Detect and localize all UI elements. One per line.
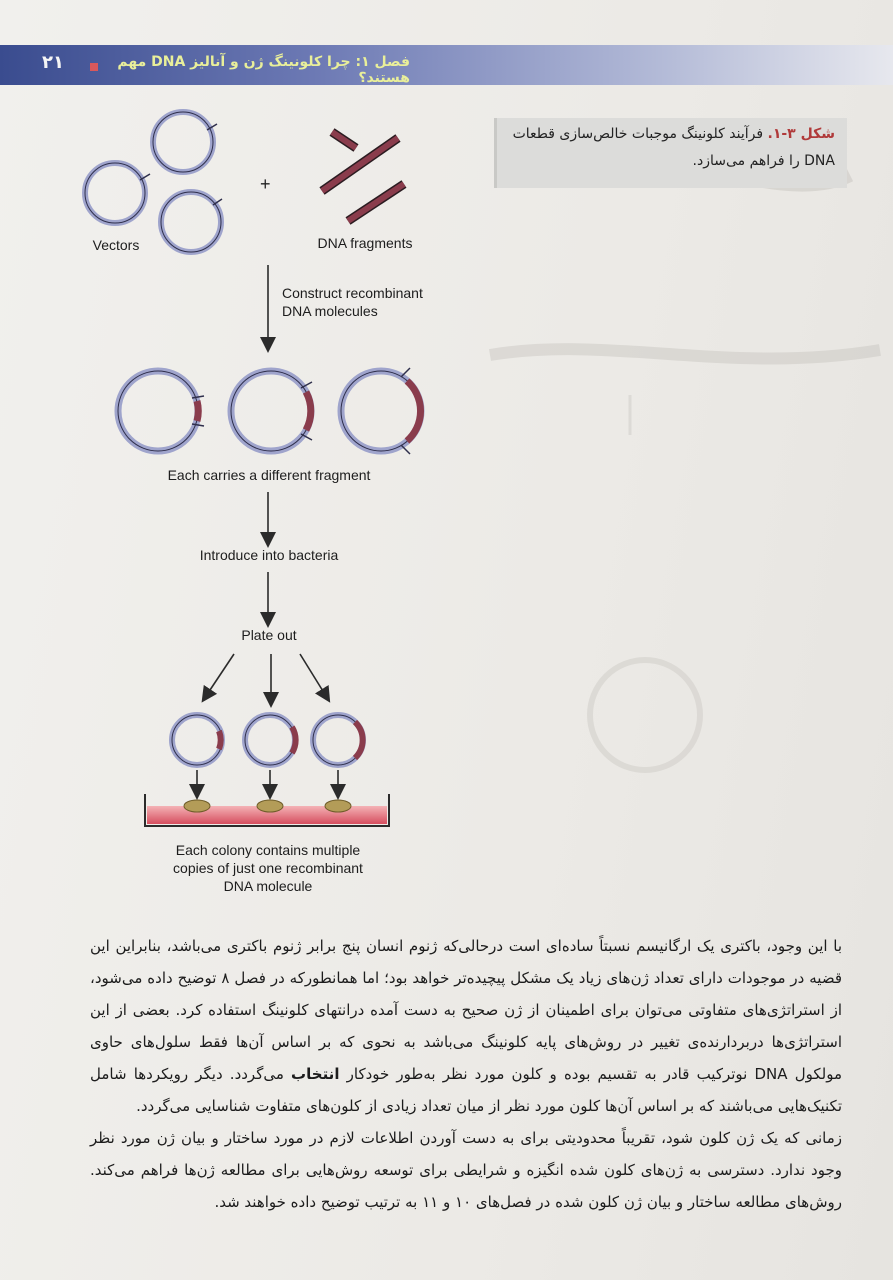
vectors-label: Vectors — [92, 237, 140, 253]
step-construct-line2: DNA molecules — [282, 303, 378, 319]
dna-fragment — [348, 184, 404, 221]
process-arrow — [206, 654, 234, 696]
bacterial-colony — [325, 800, 351, 812]
result-line1: Each colony contains multiple — [175, 842, 361, 858]
bacterium-with-plasmid — [172, 715, 222, 765]
petri-dish — [145, 794, 389, 826]
figure-caption-lead: شکل ۳-۱. — [767, 126, 835, 142]
step-plate-out: Plate out — [241, 627, 297, 643]
process-arrow — [300, 654, 326, 696]
dna-fragments-label: DNA fragments — [317, 235, 413, 251]
dna-fragment — [332, 132, 356, 148]
step-introduce-bacteria: Introduce into bacteria — [199, 547, 339, 563]
paragraph: با این وجود، باکتری یک ارگانیسم نسبتاً ساده‌ای است درحالی‌که ژنوم انسان پنج برابر ژنوم باکتری می‌باشد، بنابراین این قضیه در موجودات دارای تعداد ژن‌های زیاد یک مشکل پیچیده‌تر خواهد بود؛ اما همانطورکه در فصل ۸ توضیح داده می‌شود، از استراتژی‌های متفاوتی می‌توان برای اطمینان از ژن صحیح به دست آمده درانتهای کلونینگ استفاده کرد. بعضی از این استراتژی‌ها دربردارنده‌ی تغییر در روش‌های پایه کلونینگ می‌باشد به نحوی که بر اساس آن‌ها فقط سلول‌های حاوی مولکول DNA نوترکیب قادر به تقسیم بوده و کلون مورد نظر به‌طور خودکار انتخاب می‌گردد. دیگر رویکردها شامل تکنیک‌هایی می‌باشند که بر اساس آن‌ها کلون مورد نظر از میان تعداد زیادی از کلون‌های متفاوت شناسایی می‌گردد. — [90, 937, 842, 1115]
vector-plasmid — [161, 192, 222, 252]
step-construct-result: Each carries a different fragment — [167, 467, 371, 483]
bacterium-with-plasmid — [245, 715, 296, 765]
step-construct-line1: Construct recombinant — [282, 285, 423, 301]
chapter-title: فصل ۱: چرا کلونینگ ژن و آنالیز DNA مهم هستند؟ — [117, 54, 410, 86]
vector-plasmid — [85, 163, 150, 223]
bacterial-colony — [257, 800, 283, 812]
result-line3: DNA molecule — [223, 878, 313, 894]
page-number: ۲۱ — [42, 52, 64, 73]
bacterial-colony — [184, 800, 210, 812]
recombinant-plasmid — [118, 371, 204, 451]
plus-sign: + — [260, 174, 271, 194]
emphasized-word: انتخاب — [291, 1065, 340, 1083]
recombinant-plasmid — [231, 371, 312, 451]
paragraph: زمانی که یک ژن کلون شود، تقریباً محدودیتی برای به دست آوردن اطلاعات لازم در مورد ساختار و بیان ژن مورد نظر وجود ندارد. دسترسی به ژن‌های کلون شده انگیزه و شرایطی برای توسعه روش‌هایی برای مطالعه ژن‌ها فراهم می‌کند. روش‌های مطالعه ساختار و بیان ژن کلون شده در فصل‌های ۱۰ و ۱۱ به ترتیب توضیح داده خواهند شد. — [90, 1129, 842, 1211]
body-text — [90, 930, 842, 1218]
bacterium-with-plasmid — [313, 715, 363, 765]
result-line2: copies of just one recombinant — [173, 860, 363, 876]
vector-plasmid — [153, 112, 217, 172]
recombinant-plasmid — [341, 368, 421, 454]
dna-fragment — [322, 138, 398, 191]
figure-caption-text: فرآیند کلونینگ موجبات خالص‌سازی قطعات DNA را فراهم می‌سازد. — [512, 126, 835, 169]
